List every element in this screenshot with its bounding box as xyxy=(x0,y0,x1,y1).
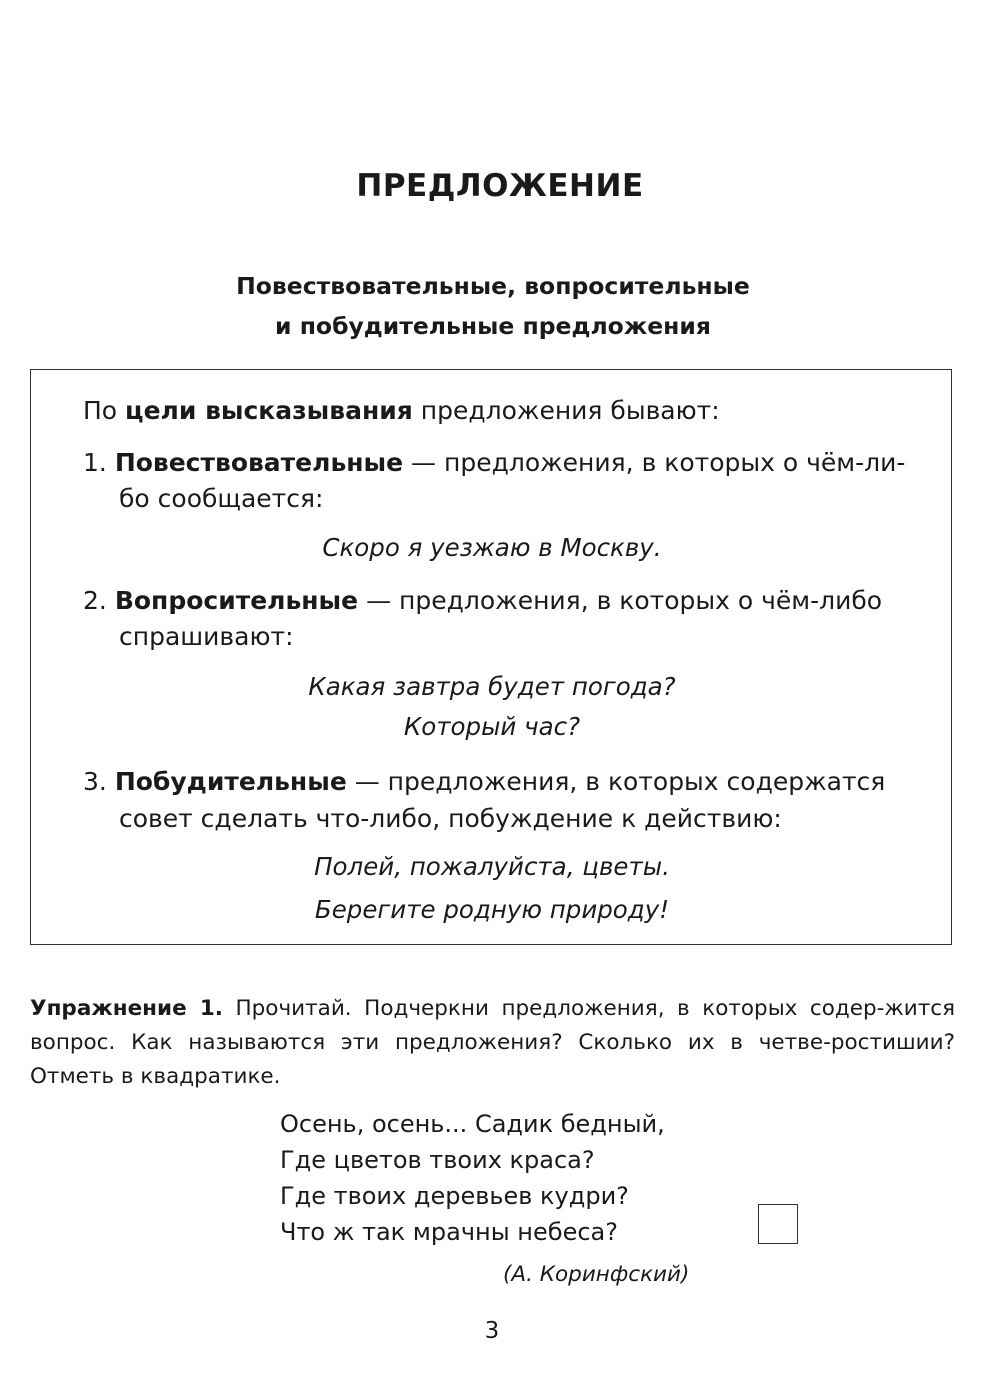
example-3b: Берегите родную природу! xyxy=(314,895,670,924)
exercise-text: Прочитай. Подчеркни предложения, в которых содер-жится вопрос. Как называются эти предложения? Сколько их в четве-ростишии? Отметь в квадратике. xyxy=(30,996,956,1089)
page-number: 3 xyxy=(484,1318,500,1344)
example-2b: Который час? xyxy=(403,712,581,741)
exercise-label: Упражнение 1. xyxy=(30,996,223,1021)
term-interrogative: Вопросительные xyxy=(114,586,359,615)
example-2a: Какая завтра будет погода? xyxy=(308,672,676,701)
subtitle-line-2: и побудительные предложения xyxy=(275,312,711,340)
term-imperative: Побудительные xyxy=(114,767,347,796)
rule-item-1-cont: бо сообщается: xyxy=(119,484,324,513)
subtitle-line-1: Повествовательные, вопросительные xyxy=(236,272,750,300)
answer-checkbox[interactable] xyxy=(758,1204,798,1244)
rule-item-3-cont: совет сделать что-либо, побуждение к действию: xyxy=(119,804,782,833)
poem-line: Где твоих деревьев кудри? xyxy=(280,1182,629,1210)
poem-line: Что ж так мрачны небеса? xyxy=(280,1218,618,1246)
page-title: ПРЕДЛОЖЕНИЕ xyxy=(356,168,644,204)
rule-item-2: 2. Вопросительные — предложения, в которых о чём-либо xyxy=(83,586,883,615)
rule-item-2-cont: спрашивают: xyxy=(119,622,294,651)
section-subtitle xyxy=(0,266,986,346)
poem-line: Осень, осень... Садик бедный, xyxy=(280,1110,665,1138)
rule-box xyxy=(30,369,952,945)
example-1: Скоро я уезжаю в Москву. xyxy=(322,533,662,562)
term-narrative: Повествовательные xyxy=(114,448,404,477)
exercise-1 xyxy=(30,992,955,1094)
poem xyxy=(280,1106,665,1250)
example-3a: Полей, пожалуйста, цветы. xyxy=(314,852,670,881)
poem-line: Где цветов твоих краса? xyxy=(280,1146,595,1174)
rule-item-3: 3. Побудительные — предложения, в которых содержатся xyxy=(83,767,886,796)
rule-intro: По цели высказывания предложения бывают: xyxy=(83,396,720,425)
rule-item-1: 1. Повествовательные — предложения, в которых о чём-ли- xyxy=(83,448,906,477)
poem-author: (А. Коринфский) xyxy=(503,1262,690,1287)
